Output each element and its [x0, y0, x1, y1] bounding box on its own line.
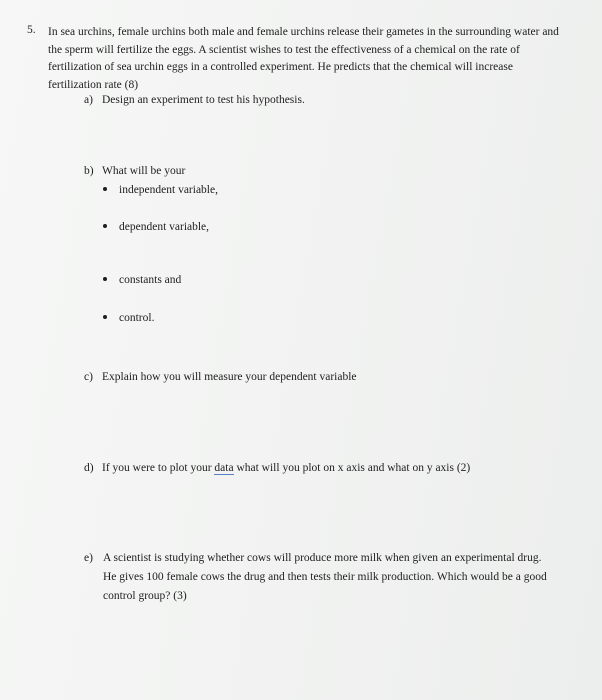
bullet-text: control. — [119, 312, 155, 324]
part-b-label: b) — [84, 165, 94, 177]
bullet-text: independent variable, — [119, 184, 218, 196]
part-d-label: d) — [84, 462, 94, 474]
bullet-icon — [103, 224, 107, 228]
part-e-label: e) — [84, 552, 93, 564]
part-c — [84, 369, 357, 387]
part-e-line-3: control group? (3) — [103, 590, 187, 602]
part-c-text: Explain how you will measure your dependent variable — [102, 371, 357, 383]
bullet-icon — [103, 277, 107, 281]
bullet-text: constants and — [119, 274, 182, 286]
bullet-item — [103, 312, 154, 324]
data-link-underlined[interactable]: data — [214, 462, 234, 474]
bullet-item — [103, 221, 209, 233]
question-number: 5. — [27, 24, 36, 36]
part-d-text-after: what will you plot on x axis and what on y axis (2) — [236, 462, 471, 474]
bullet-item — [103, 274, 181, 286]
part-d — [84, 460, 470, 478]
question-intro: In sea urchins, female urchins both male and female urchins release their gametes in the surrounding water and the sperm will fertilize the eggs. A scientist wishes to test the effectiveness of a chemical on the rate of fertilization of sea urchin eggs in a controlled experiment. He predicts that the chemical will increase fertilization rate (8) — [48, 26, 559, 91]
bullet-icon — [103, 187, 107, 191]
part-c-label: c) — [84, 371, 93, 383]
part-e-label-line — [84, 550, 102, 568]
part-a-label: a) — [84, 94, 93, 106]
part-b — [84, 163, 185, 181]
part-e-line-1: A scientist is studying whether cows will produce more milk when given an experimental drug. — [103, 552, 542, 564]
bullet-icon — [103, 315, 107, 319]
bullet-text: dependent variable, — [119, 221, 210, 233]
part-d-text-before: If you were to plot your — [102, 462, 212, 474]
bullet-item — [103, 184, 218, 196]
part-b-text: What will be your — [102, 165, 186, 177]
part-a — [84, 92, 305, 110]
part-a-text: Design an experiment to test his hypothesis. — [102, 94, 305, 106]
part-e-line-2: He gives 100 female cows the drug and then tests their milk production. Which would be a good — [103, 571, 547, 583]
